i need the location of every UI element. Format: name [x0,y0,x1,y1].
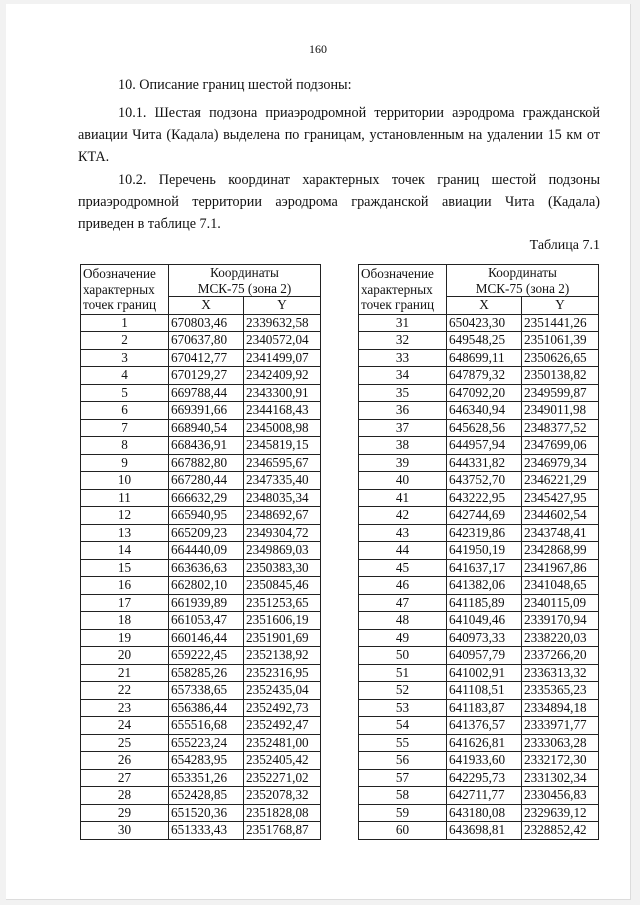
header-coordinates-line2: МСК-75 (зона 2) [475,280,570,296]
table-row [81,542,321,560]
coord-y: 2348692,67 [244,507,321,525]
coord-x: 652428,85 [169,787,244,805]
coord-x: 661939,89 [169,594,244,612]
coord-y: 2333063,28 [522,734,599,752]
coordinates-table-left [80,264,321,840]
coord-y: 2352492,73 [244,699,321,717]
point-number: 56 [359,752,447,770]
document-page [6,4,631,900]
coord-y: 2352405,42 [244,752,321,770]
table-row [359,437,599,455]
point-number: 9 [81,454,169,472]
coord-y: 2352492,47 [244,717,321,735]
coord-y: 2351901,69 [244,629,321,647]
point-number: 22 [81,682,169,700]
coord-y: 2350845,46 [244,577,321,595]
point-number: 24 [81,717,169,735]
point-number: 36 [359,402,447,420]
point-number: 6 [81,402,169,420]
table-row [81,332,321,350]
coord-y: 2347335,40 [244,472,321,490]
coord-y: 2352481,00 [244,734,321,752]
coord-y: 2340572,04 [244,332,321,350]
point-number: 47 [359,594,447,612]
point-number: 19 [81,629,169,647]
coord-y: 2338220,03 [522,629,599,647]
coord-y: 2342409,92 [244,367,321,385]
table-row [359,734,599,752]
point-number: 48 [359,612,447,630]
point-number: 1 [81,314,169,332]
table-row [359,822,599,840]
point-number: 8 [81,437,169,455]
table-row [81,367,321,385]
point-number: 30 [81,822,169,840]
point-number: 43 [359,524,447,542]
point-number: 42 [359,507,447,525]
coord-x: 647092,20 [447,384,522,402]
coord-y: 2349599,87 [522,384,599,402]
coord-y: 2347699,06 [522,437,599,455]
coord-y: 2339170,94 [522,612,599,630]
coord-y: 2351061,39 [522,332,599,350]
table-row [81,349,321,367]
header-point-label-line2: характерных [83,281,155,297]
coord-x: 641637,17 [447,559,522,577]
coord-x: 658285,26 [169,664,244,682]
coord-y: 2346979,34 [522,454,599,472]
header-x: X [447,297,522,315]
point-number: 29 [81,804,169,822]
coord-y: 2348035,34 [244,489,321,507]
table-row [81,717,321,735]
table-row [81,419,321,437]
coord-x: 641185,89 [447,594,522,612]
table-row [81,454,321,472]
coord-x: 650423,30 [447,314,522,332]
point-number: 32 [359,332,447,350]
point-number: 25 [81,734,169,752]
coord-x: 641108,51 [447,682,522,700]
table-row [81,769,321,787]
coord-y: 2336313,32 [522,664,599,682]
coord-y: 2352435,04 [244,682,321,700]
point-number: 52 [359,682,447,700]
coord-x: 651333,43 [169,822,244,840]
table-row [359,787,599,805]
point-number: 49 [359,629,447,647]
point-number: 55 [359,734,447,752]
coord-x: 657338,65 [169,682,244,700]
table-row [359,664,599,682]
point-number: 11 [81,489,169,507]
coord-y: 2352316,95 [244,664,321,682]
coord-y: 2351828,08 [244,804,321,822]
header-point-label [81,265,169,315]
table-row [81,664,321,682]
coord-y: 2343748,41 [522,524,599,542]
point-number: 45 [359,559,447,577]
table-body-left [81,314,321,839]
coord-y: 2330456,83 [522,787,599,805]
point-number: 58 [359,787,447,805]
point-number: 51 [359,664,447,682]
table-row [359,367,599,385]
header-coordinates [447,265,599,297]
table-row [359,577,599,595]
point-number: 15 [81,559,169,577]
table-row [81,822,321,840]
coord-y: 2352078,32 [244,787,321,805]
coord-x: 670637,80 [169,332,244,350]
table-row [81,472,321,490]
point-number: 26 [81,752,169,770]
point-number: 40 [359,472,447,490]
coord-x: 656386,44 [169,699,244,717]
coord-y: 2344602,54 [522,507,599,525]
coord-x: 670803,46 [169,314,244,332]
point-number: 21 [81,664,169,682]
coord-y: 2348377,52 [522,419,599,437]
table-row [81,314,321,332]
table-row [359,332,599,350]
coord-x: 642319,86 [447,524,522,542]
coord-x: 648699,11 [447,349,522,367]
table-row [359,314,599,332]
table-row [359,454,599,472]
coord-x: 651520,36 [169,804,244,822]
header-point-label-line1: Обозначение [361,266,434,281]
coord-y: 2350383,30 [244,559,321,577]
table-row [81,787,321,805]
point-number: 41 [359,489,447,507]
table-row [359,524,599,542]
coord-y: 2331302,34 [522,769,599,787]
coord-x: 640957,79 [447,647,522,665]
coord-y: 2350138,82 [522,367,599,385]
coord-y: 2343300,91 [244,384,321,402]
table-row [81,384,321,402]
table-row [81,699,321,717]
point-number: 60 [359,822,447,840]
coord-x: 645628,56 [447,419,522,437]
coord-x: 670412,77 [169,349,244,367]
table-row [359,559,599,577]
table-body-right [359,314,599,839]
table-row [359,489,599,507]
coord-y: 2351253,65 [244,594,321,612]
coord-y: 2341499,07 [244,349,321,367]
point-number: 18 [81,612,169,630]
table-row [81,507,321,525]
coord-x: 643752,70 [447,472,522,490]
point-number: 44 [359,542,447,560]
coord-x: 666632,29 [169,489,244,507]
coord-y: 2345008,98 [244,419,321,437]
point-number: 13 [81,524,169,542]
coord-y: 2351441,26 [522,314,599,332]
coord-x: 665940,95 [169,507,244,525]
table-row [81,437,321,455]
table-row [81,612,321,630]
table-row [81,752,321,770]
header-point-label-line2: характерных [361,281,433,297]
coord-x: 662802,10 [169,577,244,595]
coord-x: 661053,47 [169,612,244,630]
point-number: 31 [359,314,447,332]
coord-y: 2329639,12 [522,804,599,822]
coord-x: 668436,91 [169,437,244,455]
point-number: 17 [81,594,169,612]
coord-x: 668940,54 [169,419,244,437]
coord-y: 2342868,99 [522,542,599,560]
table-row [359,472,599,490]
table-row [359,769,599,787]
coord-y: 2328852,42 [522,822,599,840]
table-row [359,594,599,612]
coord-x: 643180,08 [447,804,522,822]
table-row [81,402,321,420]
coord-y: 2352271,02 [244,769,321,787]
coord-x: 641382,06 [447,577,522,595]
table-row [81,629,321,647]
table-row [81,489,321,507]
coord-x: 641626,81 [447,734,522,752]
coord-y: 2341048,65 [522,577,599,595]
table-row [81,559,321,577]
coord-y: 2352138,92 [244,647,321,665]
coord-y: 2346595,67 [244,454,321,472]
table-row [359,402,599,420]
coord-y: 2339632,58 [244,314,321,332]
point-number: 3 [81,349,169,367]
table-row [81,524,321,542]
coord-x: 644957,94 [447,437,522,455]
table-row [81,804,321,822]
coord-y: 2335365,23 [522,682,599,700]
coord-y: 2344168,43 [244,402,321,420]
coord-x: 669788,44 [169,384,244,402]
table-row [81,647,321,665]
table-row [81,734,321,752]
point-number: 39 [359,454,447,472]
header-coordinates-line1: Координаты [488,265,557,280]
point-number: 59 [359,804,447,822]
point-number: 23 [81,699,169,717]
coord-y: 2349869,03 [244,542,321,560]
coord-x: 667280,44 [169,472,244,490]
coord-x: 655223,24 [169,734,244,752]
header-point-label [359,265,447,315]
table-caption: Таблица 7.1 [529,238,600,253]
coord-y: 2350626,65 [522,349,599,367]
table-row [359,612,599,630]
point-number: 38 [359,437,447,455]
coord-x: 641002,91 [447,664,522,682]
coord-x: 654283,95 [169,752,244,770]
coord-x: 641183,87 [447,699,522,717]
point-number: 20 [81,647,169,665]
table-row [359,384,599,402]
coord-x: 663636,63 [169,559,244,577]
point-number: 12 [81,507,169,525]
coord-y: 2345819,15 [244,437,321,455]
coord-x: 641049,46 [447,612,522,630]
coord-x: 643698,81 [447,822,522,840]
coord-y: 2346221,29 [522,472,599,490]
point-number: 50 [359,647,447,665]
table-row [359,752,599,770]
table-row [81,594,321,612]
point-number: 4 [81,367,169,385]
table-row [359,507,599,525]
point-number: 28 [81,787,169,805]
table-row [359,699,599,717]
section-heading: 10. Описание границ шестой подзоны: [118,77,352,93]
table-row [359,419,599,437]
point-number: 54 [359,717,447,735]
coord-y: 2351606,19 [244,612,321,630]
coord-y: 2341967,86 [522,559,599,577]
coord-x: 644331,82 [447,454,522,472]
point-number: 27 [81,769,169,787]
page-number: 160 [309,42,327,56]
coord-y: 2349304,72 [244,524,321,542]
table-row [359,349,599,367]
coord-x: 653351,26 [169,769,244,787]
coord-x: 659222,45 [169,647,244,665]
table-row [81,577,321,595]
coord-x: 664440,09 [169,542,244,560]
point-number: 10 [81,472,169,490]
table-row [81,682,321,700]
point-number: 7 [81,419,169,437]
coord-x: 642295,73 [447,769,522,787]
coord-y: 2333971,77 [522,717,599,735]
table-row [359,542,599,560]
table-row [359,682,599,700]
header-point-label-line1: Обозначение [83,266,156,281]
table-row [359,804,599,822]
header-point-label-line3: точек границ [83,297,157,312]
point-number: 57 [359,769,447,787]
point-number: 5 [81,384,169,402]
point-number: 33 [359,349,447,367]
coord-x: 641933,60 [447,752,522,770]
coord-x: 647879,32 [447,367,522,385]
coord-y: 2340115,09 [522,594,599,612]
coord-x: 660146,44 [169,629,244,647]
table-row [359,647,599,665]
coord-x: 670129,27 [169,367,244,385]
coord-x: 643222,95 [447,489,522,507]
header-point-label-line3: точек границ [361,297,435,312]
point-number: 16 [81,577,169,595]
coord-x: 669391,66 [169,402,244,420]
point-number: 53 [359,699,447,717]
coord-y: 2349011,98 [522,402,599,420]
coord-x: 641376,57 [447,717,522,735]
point-number: 14 [81,542,169,560]
paragraph-10-2: 10.2. Перечень координат характерных точек границ шестой подзоны приаэродромной территории аэродрома гражданской авиации Чита (Кадала) приведен в таблице 7.1. [78,172,600,232]
coord-x: 649548,25 [447,332,522,350]
paragraph-10-1: 10.1. Шестая подзона приаэродромной территории аэродрома гражданской авиации Чита (Кадала) выделена по границам, установленным на удалении 15 км от КТА. [78,105,600,165]
header-coordinates-line1: Координаты [210,265,279,280]
coord-x: 642711,77 [447,787,522,805]
coord-x: 665209,23 [169,524,244,542]
table-row [359,717,599,735]
point-number: 46 [359,577,447,595]
coord-x: 641950,19 [447,542,522,560]
header-coordinates [169,265,321,297]
coord-x: 640973,33 [447,629,522,647]
coord-y: 2345427,95 [522,489,599,507]
coord-x: 642744,69 [447,507,522,525]
point-number: 35 [359,384,447,402]
coord-y: 2351768,87 [244,822,321,840]
coord-x: 655516,68 [169,717,244,735]
coordinates-table-right [358,264,599,840]
header-x: X [169,297,244,315]
coord-y: 2337266,20 [522,647,599,665]
coord-y: 2332172,30 [522,752,599,770]
coord-y: 2334894,18 [522,699,599,717]
point-number: 2 [81,332,169,350]
header-y: Y [244,297,321,315]
table-row [359,629,599,647]
point-number: 37 [359,419,447,437]
point-number: 34 [359,367,447,385]
coord-x: 667882,80 [169,454,244,472]
header-y: Y [522,297,599,315]
header-coordinates-line2: МСК-75 (зона 2) [197,280,292,296]
coord-x: 646340,94 [447,402,522,420]
